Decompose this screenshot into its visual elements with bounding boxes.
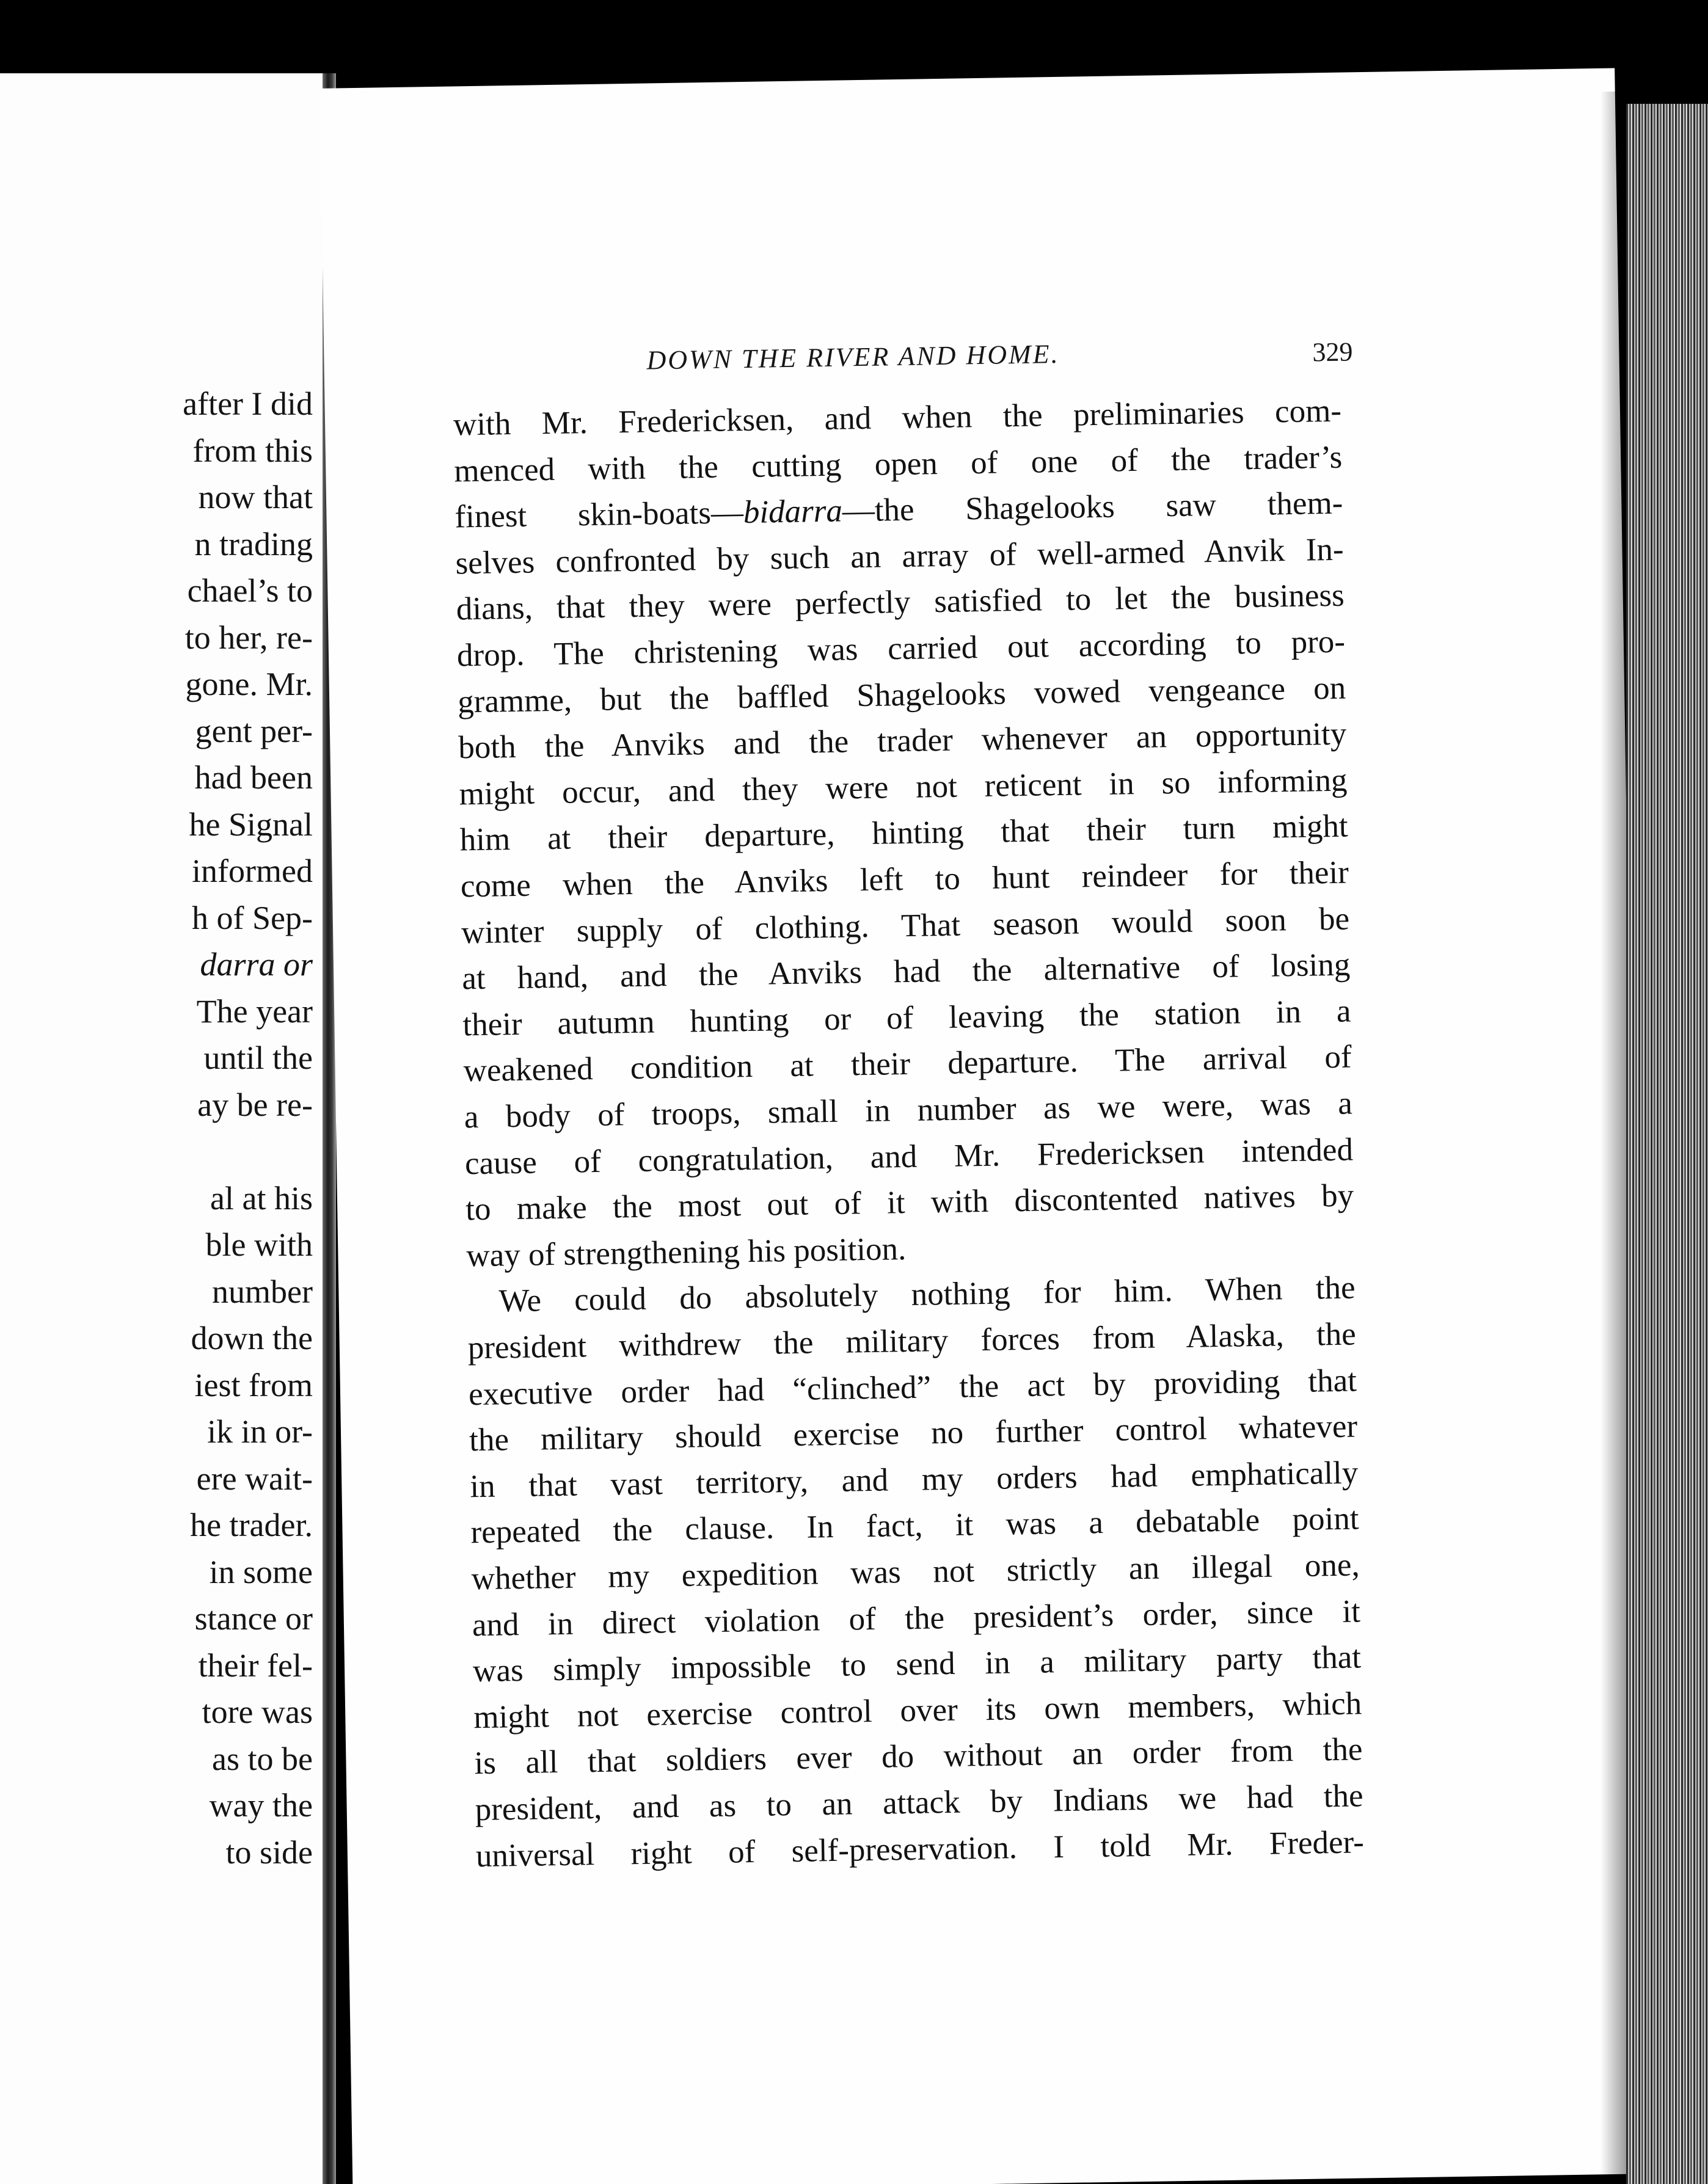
body-text-line: [455, 533, 1344, 580]
body-text-line: [472, 1595, 1361, 1642]
body-text-line: [460, 854, 1349, 905]
body-text-line: [461, 903, 1350, 949]
body-text-line: [459, 810, 1348, 857]
line-text: to make the most out of it with discontented natives by: [465, 1178, 1354, 1228]
body-text-line: [457, 626, 1346, 672]
left-page-line: he trader.: [190, 1507, 313, 1543]
body-text-line: [474, 1731, 1363, 1782]
line-text: menced with the cutting open of one of the trader’s: [453, 439, 1343, 489]
body-text-line: [467, 1318, 1356, 1364]
body-text-line: [459, 764, 1348, 810]
left-page-line: after I did: [183, 385, 313, 422]
line-text: is all that soldiers ever do without an order from the: [474, 1731, 1363, 1782]
facing-page-left: [0, 73, 323, 2184]
body-text-line: [465, 1134, 1354, 1180]
left-page-line: their fel-: [198, 1647, 313, 1684]
line-text-continued: —the Shagelooks saw them-: [842, 485, 1343, 529]
line-text: come when the Anviks left to hunt reindeer for their: [460, 854, 1349, 905]
line-text: cause of congratulation, and Mr. Fredericksen intended: [464, 1132, 1354, 1181]
line-text: in that vast territory, and my orders had emphatically: [469, 1455, 1359, 1505]
body-text-line: [463, 1041, 1352, 1088]
running-head: DOWN THE RIVER AND HOME.: [646, 338, 1060, 376]
left-page-line: gone. Mr.: [185, 666, 313, 702]
body-text-line: [470, 1457, 1359, 1503]
body-text-line: [466, 1226, 1355, 1272]
line-text: a body of troops, small in number as we were, was a: [464, 1085, 1353, 1135]
line-text: winter supply of clothing. That season would soon be: [461, 901, 1350, 950]
body-text-line: [465, 1180, 1354, 1226]
left-page-line: iest from: [194, 1366, 313, 1403]
line-text: whether my expedition was not strictly an illegal one,: [471, 1547, 1360, 1597]
body-text-line: [462, 949, 1351, 996]
left-page-line: stance or: [194, 1600, 313, 1637]
body-text-line: [456, 580, 1345, 626]
line-text: weakened condition at their departure. The arrival of: [463, 1039, 1352, 1089]
body-text-line: [473, 1687, 1362, 1734]
line-text: the military should exercise no further control whatever: [469, 1408, 1358, 1458]
left-page-line: as to be: [212, 1740, 313, 1777]
left-page-line: informed: [192, 853, 313, 889]
left-page-line: to her, re-: [184, 619, 313, 656]
body-text-line: [469, 1364, 1357, 1411]
left-page-line: ik in or-: [207, 1413, 313, 1450]
line-text: drop. The christening was carried out according to pro-: [456, 624, 1346, 674]
body-text-line: [475, 1780, 1363, 1826]
body-text-line: [469, 1408, 1358, 1458]
left-page-line: he Signal: [189, 806, 313, 843]
body-text-line: [462, 995, 1351, 1041]
left-page-line: had been: [194, 759, 313, 796]
line-text: executive order had “clinched” the act by providing that: [468, 1363, 1357, 1412]
line-text: finest skin-boats—: [454, 495, 744, 535]
line-text: selves confronted by such an array of well-armed Anvik In-: [455, 531, 1344, 581]
left-page-line: darra or: [200, 946, 313, 983]
line-text: at hand, and the Anviks had the alternative of losing: [461, 947, 1351, 997]
left-page-line: down the: [191, 1320, 313, 1356]
page-edges: [1626, 104, 1708, 2184]
left-page-line: in some: [209, 1553, 313, 1590]
left-page-line: gent per-: [195, 712, 313, 749]
line-text: him at their departure, hinting that their turn might: [459, 808, 1349, 858]
left-page-line: ere wait-: [196, 1460, 313, 1497]
left-page-line: al at his: [210, 1179, 313, 1217]
body-text-line: [453, 395, 1342, 442]
line-text: dians, that they were perfectly satisfied to let the business: [456, 578, 1345, 627]
line-text: We could do absolutely nothing for him. When the: [498, 1270, 1356, 1319]
line-text: president, and as to an attack by Indians we had the: [475, 1778, 1364, 1828]
line-text: gramme, but the baffled Shagelooks vowed vengeance on: [457, 670, 1346, 720]
body-text-line: [472, 1639, 1362, 1689]
left-page-line: now that: [198, 479, 313, 515]
body-text-line: [498, 1272, 1356, 1318]
body-text-line: [458, 672, 1346, 718]
body-text-line: [454, 487, 1343, 534]
left-page-line: h of Sep-: [192, 899, 313, 936]
line-text: might occur, and they were not reticent in so informing: [459, 762, 1348, 812]
left-page-line: n trading: [194, 525, 313, 562]
left-page-line: until the: [203, 1039, 313, 1076]
left-page-line: from this: [192, 432, 313, 469]
body-text-line: [454, 441, 1343, 487]
line-text: and in direct violation of the president’s order, since it: [472, 1593, 1361, 1643]
line-text: might not exercise control over its own members, which: [473, 1686, 1362, 1736]
line-text: repeated the clause. In fact, it was a debatable point: [470, 1501, 1359, 1551]
left-page-line: ay be re-: [197, 1086, 313, 1123]
italic-term: bidarra: [743, 493, 843, 531]
page-number: 329: [1312, 337, 1353, 368]
line-text: universal right of self-preservation. I told Mr. Freder-: [475, 1824, 1365, 1874]
left-page-line: ble with: [205, 1226, 313, 1263]
body-text-line: [458, 718, 1347, 765]
line-text: with Mr. Fredericksen, and when the preliminaries com-: [453, 393, 1342, 443]
line-text: their autumn hunting or of leaving the station in a: [462, 993, 1351, 1043]
line-text: president withdrew the military forces from Alaska, the: [467, 1316, 1357, 1366]
page-329: [319, 68, 1648, 2184]
left-page-line: tore was: [202, 1694, 313, 1730]
body-text-line: [471, 1549, 1360, 1595]
left-page-line: way the: [209, 1787, 313, 1824]
left-page-line: The year: [196, 992, 313, 1030]
body-text-line: [464, 1085, 1353, 1135]
line-text: was simply impossible to send in a military party that: [472, 1639, 1362, 1689]
body-text-line: [470, 1503, 1359, 1549]
line-text: both the Anviks and the trader whenever an opportunity: [458, 716, 1347, 766]
left-page-line: number: [212, 1273, 313, 1310]
left-page-line: chael’s to: [187, 572, 313, 609]
line-text: way of strengthening his position.: [466, 1231, 907, 1274]
body-text-line: [476, 1826, 1365, 1873]
left-page-line: to side: [225, 1833, 313, 1871]
